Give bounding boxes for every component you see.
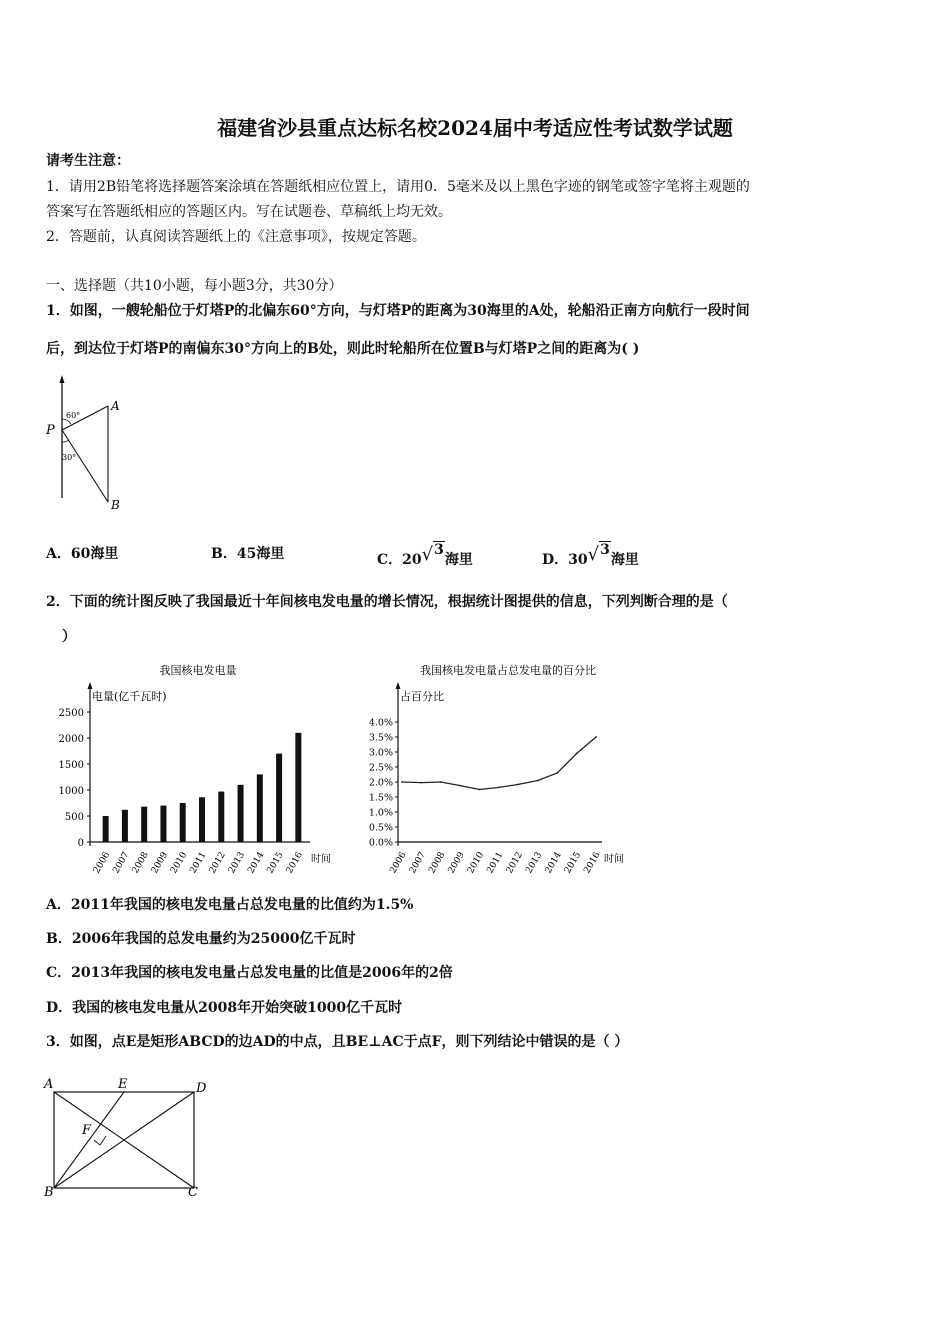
q1-option-d-prefix: D．30 [542, 552, 588, 568]
label-e: E [118, 1077, 128, 1092]
line-chart-y-axis-arrow-icon [396, 682, 401, 689]
segment-be [54, 1092, 124, 1188]
q2-text-line-1: 2．下面的统计图反映了我国最近十年间核电发电量的增长情况，根据统计图提供的信息，下列判断合理的是（ [46, 594, 728, 610]
line-chart-x-tick-label: 2010 [466, 850, 487, 876]
line-point-2006 [401, 781, 403, 783]
label-b: B [44, 1185, 54, 1200]
line-chart-y-tick-label: 3.5% [368, 732, 393, 744]
line-chart-y-tick-label: 4.0% [368, 717, 393, 729]
q1-figure [44, 372, 134, 514]
bar-chart-x-tick-label: 2008 [130, 850, 151, 876]
section-heading: 一、选择题（共10小题，每小题3分，共30分） [46, 278, 343, 294]
line-chart-title: 我国核电发电量占总发电量的百分比 [420, 664, 596, 677]
segment-pb [62, 430, 108, 502]
bar-chart-x-tick-label: 2016 [284, 850, 305, 876]
line-chart-ylabel: 占百分比 [400, 690, 444, 703]
line-chart-x-tick-label: 2014 [543, 850, 564, 876]
q1-option-d-suffix: 海里 [610, 552, 639, 568]
bar-2008 [141, 807, 147, 842]
bar-chart-x-tick-label: 2012 [207, 850, 228, 876]
notice-item-1-line-1: 1．请用2B铅笔将选择题答案涂填在答题纸相应位置上，请用0．5毫米及以上黑色字迹的钢笔或签字笔将主观题的 [46, 179, 750, 195]
q1-option-c-prefix: C．20 [377, 552, 422, 568]
line-chart-x-tick-label: 2009 [446, 850, 467, 876]
bar-chart-y-tick-label: 2500 [58, 708, 84, 719]
bar-2010 [180, 803, 186, 842]
q1-text-line-2: 后，到达位于灯塔P的南偏东30°方向上的B处，则此时轮船所在位置B与灯塔P之间的距离为( ) [46, 341, 640, 357]
bar-chart-y-axis-arrow-icon [88, 682, 93, 689]
bar-chart-title: 我国核电发电量 [159, 664, 237, 677]
label-a: A [111, 399, 120, 413]
line-point-2014 [556, 772, 558, 774]
q3-text: 3．如图，点E是矩形ABCD的边AD的中点，且BE⊥AC于点F，则下列结论中错误的是（ ） [46, 1034, 629, 1050]
line-chart-x-tick-label: 2007 [407, 850, 428, 876]
line-chart-x-tick-label: 2008 [427, 850, 448, 876]
bar-2009 [160, 806, 166, 842]
nuclear-power-percentage-line-chart [354, 656, 634, 878]
line-chart-y-tick-label: 2.0% [368, 777, 393, 789]
bar-2011 [199, 797, 205, 842]
line-point-2011 [498, 787, 500, 789]
line-chart-y-tick-label: 1.0% [368, 807, 393, 819]
line-chart-y-tick-label: 0.5% [368, 822, 393, 834]
bar-chart-y-tick-label: 1000 [58, 786, 84, 797]
line-series [402, 737, 596, 790]
bar-2016 [295, 733, 301, 842]
bar-chart-xlabel: 时间 [311, 854, 331, 865]
q1-option-c-suffix: 海里 [444, 552, 473, 568]
line-chart-y-tick-label: 0.0% [368, 837, 393, 849]
nuclear-power-bar-chart [46, 656, 340, 876]
q2-text-line-2: ） [62, 629, 76, 645]
line-chart-x-tick-label: 2012 [504, 850, 525, 876]
angle-arc-30 [62, 440, 69, 442]
line-chart-x-tick-label: 2016 [582, 850, 603, 876]
label-b: B [111, 498, 120, 512]
sqrt-sign-icon: √3 [587, 542, 610, 565]
notice-item-2: 2．答题前，认真阅读答题纸上的《注意事项》，按规定答题。 [46, 229, 426, 245]
bar-chart-x-tick-label: 2010 [169, 850, 190, 876]
angle-label-30: 30° [62, 453, 77, 462]
line-point-2013 [537, 780, 539, 782]
bar-chart-x-tick-label: 2009 [149, 850, 171, 876]
bar-2013 [238, 785, 244, 842]
bar-2012 [218, 792, 224, 842]
line-chart-x-tick-label: 2015 [563, 850, 584, 876]
notice-item-1-line-2: 答案写在答题纸相应的答题区内。写在试题卷、草稿纸上均无效。 [46, 204, 452, 220]
line-point-2008 [440, 781, 442, 783]
bar-chart-x-tick-label: 2015 [265, 850, 286, 876]
line-point-2016 [595, 736, 597, 738]
q1-text-line-1: 1．如图，一艘轮船位于灯塔P的北偏东60°方向，与灯塔P的距离为30海里的A处，轮船沿正南方向航行一段时间 [46, 303, 750, 319]
q3-figure [42, 1072, 212, 1202]
bar-chart-x-tick-label: 2013 [227, 850, 248, 876]
right-angle-mark [94, 1136, 106, 1145]
label-a: A [44, 1077, 54, 1092]
line-point-2012 [518, 784, 520, 786]
line-chart-x-tick-label: 2013 [524, 850, 545, 876]
q1-option-c [377, 535, 473, 575]
q1-option-d [542, 535, 639, 575]
line-chart-x-tick-label: 2011 [485, 850, 506, 876]
bar-2014 [257, 774, 263, 842]
bar-chart-y-tick-label: 500 [64, 812, 84, 823]
q2-option-c: C．2013年我国的核电发电量占总发电量的比值是2006年的2倍 [46, 965, 453, 981]
page-title: 福建省沙县重点达标名校2024届中考适应性考试数学试题 [217, 116, 733, 140]
bar-chart-x-tick-label: 2014 [246, 850, 267, 876]
notice-heading: 请考生注意： [46, 153, 130, 169]
angle-label-60: 60° [66, 411, 81, 420]
bar-chart-x-tick-label: 2007 [111, 850, 132, 876]
q1-option-d-radicand: 3 [600, 542, 610, 558]
bar-chart-y-tick-label: 0 [77, 838, 84, 849]
bar-chart-ylabel: 电量(亿千瓦时) [92, 690, 167, 703]
q1-option-b: B．45海里 [211, 546, 285, 562]
line-point-2015 [576, 753, 578, 755]
bar-chart-x-tick-label: 2011 [188, 850, 209, 876]
q2-option-a: A．2011年我国的核电发电量占总发电量的比值约为1.5% [46, 897, 414, 913]
line-point-2009 [459, 785, 461, 787]
line-chart-y-tick-label: 3.0% [368, 747, 393, 759]
label-c: C [188, 1185, 198, 1200]
q2-option-d: D．我国的核电发电量从2008年开始突破1000亿千瓦时 [46, 1000, 403, 1016]
line-chart-x-tick-label: 2006 [388, 850, 409, 876]
sqrt-sign-icon: √3 [421, 542, 444, 565]
label-p: P [46, 423, 55, 438]
line-chart-y-tick-label: 2.5% [368, 762, 393, 774]
bar-2006 [103, 816, 109, 842]
bar-chart-y-tick-label: 1500 [58, 760, 84, 771]
bar-2007 [122, 810, 128, 842]
bar-2015 [276, 754, 282, 842]
q1-option-a: A．60海里 [46, 546, 119, 562]
label-d: D [196, 1081, 207, 1096]
north-arrow-icon [60, 375, 65, 383]
q1-option-c-radicand: 3 [434, 542, 444, 558]
line-chart-y-tick-label: 1.5% [368, 792, 393, 804]
q2-option-b: B．2006年我国的总发电量约为25000亿千瓦时 [46, 931, 356, 947]
line-point-2010 [479, 789, 481, 791]
line-chart-xlabel: 时间 [604, 854, 624, 865]
bar-chart-x-tick-label: 2006 [92, 850, 113, 876]
label-f: F [82, 1123, 92, 1138]
line-point-2007 [421, 782, 423, 784]
bar-chart-y-tick-label: 2000 [58, 734, 84, 745]
